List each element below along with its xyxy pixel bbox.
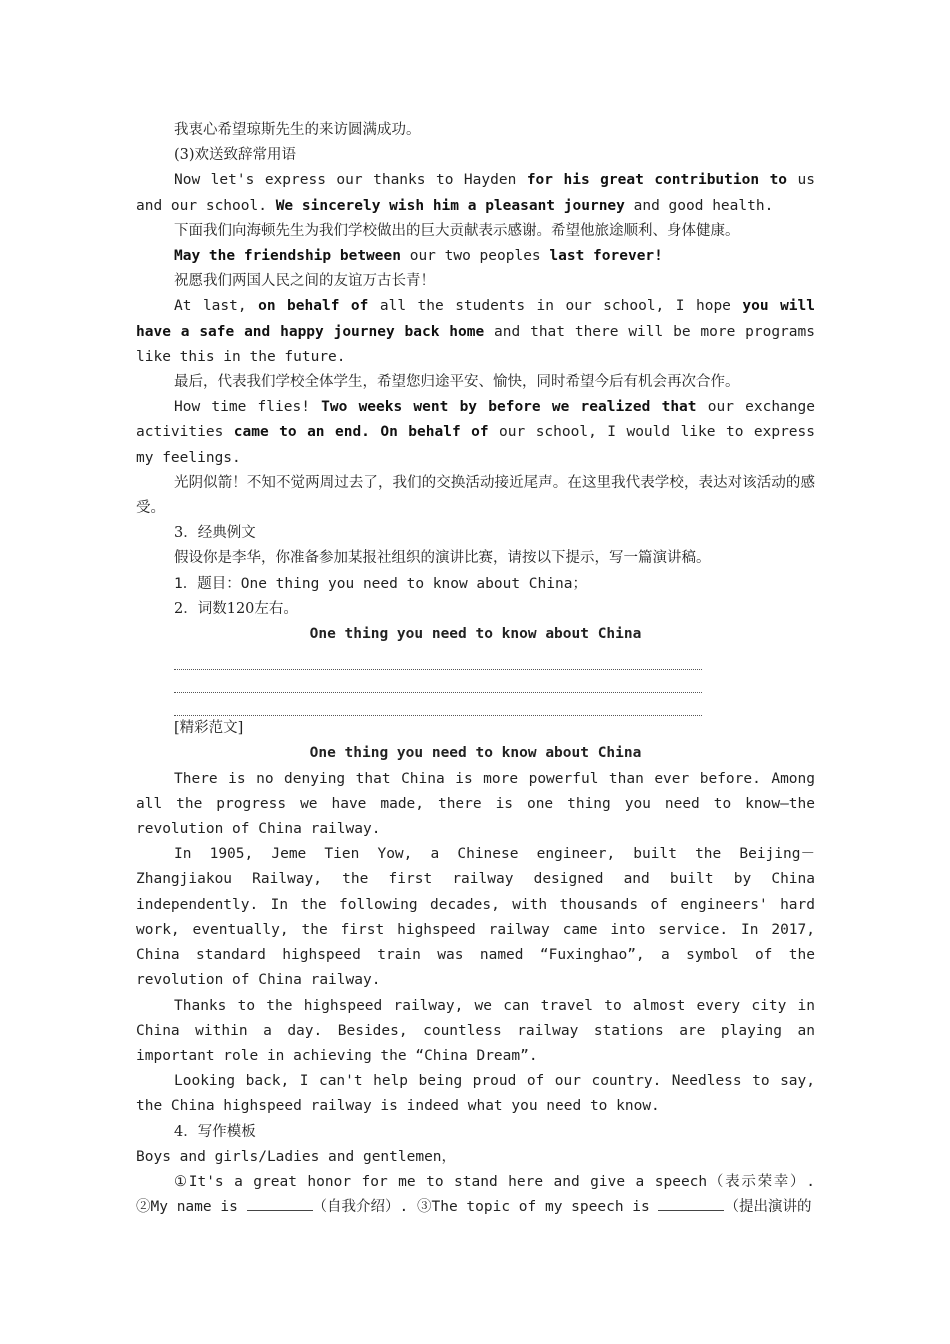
translation: 下面我们向海顿先生为我们学校做出的巨大贡献表示感谢。希望他旅途顺利、身体健康。 <box>174 222 740 239</box>
essay-paragraph: Looking back, I can't help being proud of our country. Needless to say, the China highspeed railway is indeed what you need to know. <box>136 1073 815 1115</box>
task-item: 1．题目：One thing you need to know about China； <box>174 575 587 592</box>
section-heading: (3)欢送致辞常用语 <box>174 147 297 164</box>
document-page <box>136 118 815 1220</box>
section-heading: 4．写作模板 <box>174 1123 256 1140</box>
template-greeting: Boys and girls/Ladies and gentlemen， <box>136 1148 457 1165</box>
translation: 光阴似箭！不知不觉两周过去了，我们的交换活动接近尾声。在这里我代表学校，表达对该活动的感受。 <box>136 474 815 517</box>
essay-paragraph: In 1905, Jeme Tien Yow, a Chinese engineer, built the Beijing－Zhangjiakou Railway, the first railway designed and built by China independently. In the following decades, with thousands of engineers' hard work, eventually, the first highspeed railway came into service. In 2017, China standard highspeed train was named “Fuxinghao”, a symbol of the revolution of China railway. <box>136 846 815 989</box>
text-line: 我衷心希望琼斯先生的来访圆满成功。 <box>174 122 421 138</box>
task-item: 2．词数120左右。 <box>174 600 298 617</box>
essay-title: One thing you need to know about China <box>309 626 642 643</box>
writing-line <box>174 647 702 670</box>
essay-title: One thing you need to know about China <box>309 745 642 762</box>
section-heading: 3．经典例文 <box>174 525 256 542</box>
writing-line <box>174 693 702 716</box>
task-description: 假设你是李华，你准备参加某报社组织的演讲比赛，请按以下提示，写一篇演讲稿。 <box>174 550 711 567</box>
paragraph: How time flies! Two weeks went by before we realized that our exchange activities came to an end. On behalf of our school, I would like to express my feelings. <box>136 399 815 466</box>
paragraph: Now let's express our thanks to Hayden for his great contribution to us and our school. We sincerely wish him a pleasant journey and good health. <box>136 172 815 214</box>
template-paragraph: ①It's a great honor for me to stand here and give a speech（表示荣幸）. ②My name is （自我介绍）. ③The topic of my speech is （提出演讲的 <box>136 1173 815 1216</box>
section-heading: [精彩范文] <box>174 720 244 737</box>
writing-line <box>174 670 702 693</box>
translation: 祝愿我们两国人民之间的友谊万古长青！ <box>174 273 435 290</box>
translation: 最后，代表我们学校全体学生，希望您归途平安、愉快，同时希望今后有机会再次合作。 <box>174 374 740 391</box>
essay-paragraph: Thanks to the highspeed railway, we can travel to almost every city in China within a day. Besides, countless railway stations are playing an important role in achieving the “China Dream”. <box>136 997 815 1064</box>
paragraph: May the friendship between our two peoples last forever! <box>174 248 663 265</box>
paragraph: At last, on behalf of all the students in our school, I hope you will have a safe and happy journey back home and that there will be more programs like this in the future. <box>136 298 815 365</box>
fill-blank <box>658 1198 724 1211</box>
fill-blank <box>247 1198 313 1211</box>
essay-paragraph: There is no denying that China is more powerful than ever before. Among all the progress we have made, there is one thing you need to know—the revolution of China railway. <box>136 770 815 838</box>
